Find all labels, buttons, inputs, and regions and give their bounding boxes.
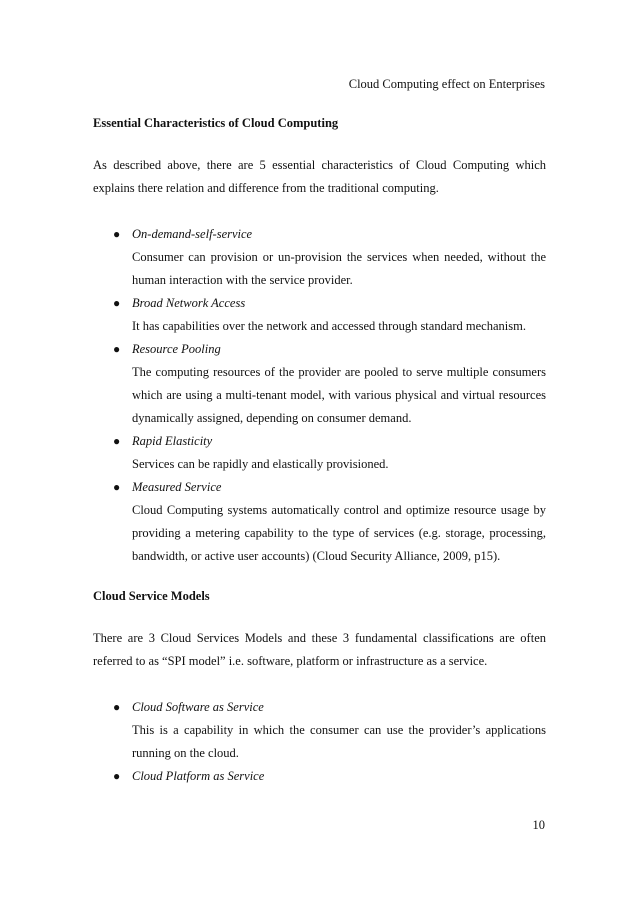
bullet-icon: ●: [113, 769, 121, 783]
list-item-description: Cloud Computing systems automatically control and optimize resource usage by providing a metering capability to the type of services (e.g. storage, processing, bandwidth, or active user accounts) (Cloud Security Alliance, 2009, p15).: [132, 503, 546, 563]
service-models-list: [93, 696, 546, 788]
list-item-description: It has capabilities over the network and accessed through standard mechanism.: [132, 319, 526, 333]
bullet-icon: ●: [113, 480, 121, 494]
running-header: Cloud Computing effect on Enterprises: [348, 77, 545, 91]
list-item-title: Rapid Elasticity: [132, 434, 213, 448]
intro-paragraph-characteristics: As described above, there are 5 essential characteristics of Cloud Computing which explains there relation and difference from the traditional computing.: [93, 158, 546, 195]
bullet-icon: ●: [113, 227, 121, 241]
list-item-title: Resource Pooling: [132, 342, 221, 356]
page-content: [93, 112, 546, 788]
list-item-rapid-elasticity: [93, 430, 546, 476]
intro-paragraph-service-models: There are 3 Cloud Services Models and these 3 fundamental classifications are often referred to as “SPI model” i.e. software, platform or infrastructure as a service.: [93, 631, 546, 668]
list-item-broad-network-access: [93, 292, 546, 338]
list-item-title: Broad Network Access: [132, 296, 246, 310]
bullet-icon: ●: [113, 700, 121, 714]
bullet-icon: ●: [113, 296, 121, 310]
bullet-icon: ●: [113, 342, 121, 356]
list-item-title: Cloud Software as Service: [132, 700, 264, 714]
list-item-on-demand-self-service: [93, 223, 546, 292]
list-item-description: Services can be rapidly and elastically provisioned.: [132, 457, 389, 471]
list-item-cloud-platform-as-service: [93, 765, 546, 788]
bullet-icon: ●: [113, 434, 121, 448]
list-item-resource-pooling: [93, 338, 546, 430]
characteristics-list: [93, 223, 546, 568]
list-item-description: The computing resources of the provider are pooled to serve multiple consumers which are using a multi-tenant model, with various physical and virtual resources dynamically assigned, depending on consumer demand.: [132, 365, 546, 425]
section-heading-essential-characteristics: Essential Characteristics of Cloud Computing: [93, 116, 339, 130]
list-item-cloud-software-as-service: [93, 696, 546, 765]
list-item-title: On-demand-self-service: [132, 227, 253, 241]
section-heading-cloud-service-models: Cloud Service Models: [93, 589, 210, 603]
page-number: 10: [532, 818, 545, 832]
list-item-measured-service: [93, 476, 546, 568]
list-item-description: Consumer can provision or un-provision the services when needed, without the human interaction with the service provider.: [132, 250, 546, 287]
list-item-title: Measured Service: [132, 480, 222, 494]
list-item-title: Cloud Platform as Service: [132, 769, 265, 783]
list-item-description: This is a capability in which the consumer can use the provider’s applications running on the cloud.: [132, 723, 546, 760]
